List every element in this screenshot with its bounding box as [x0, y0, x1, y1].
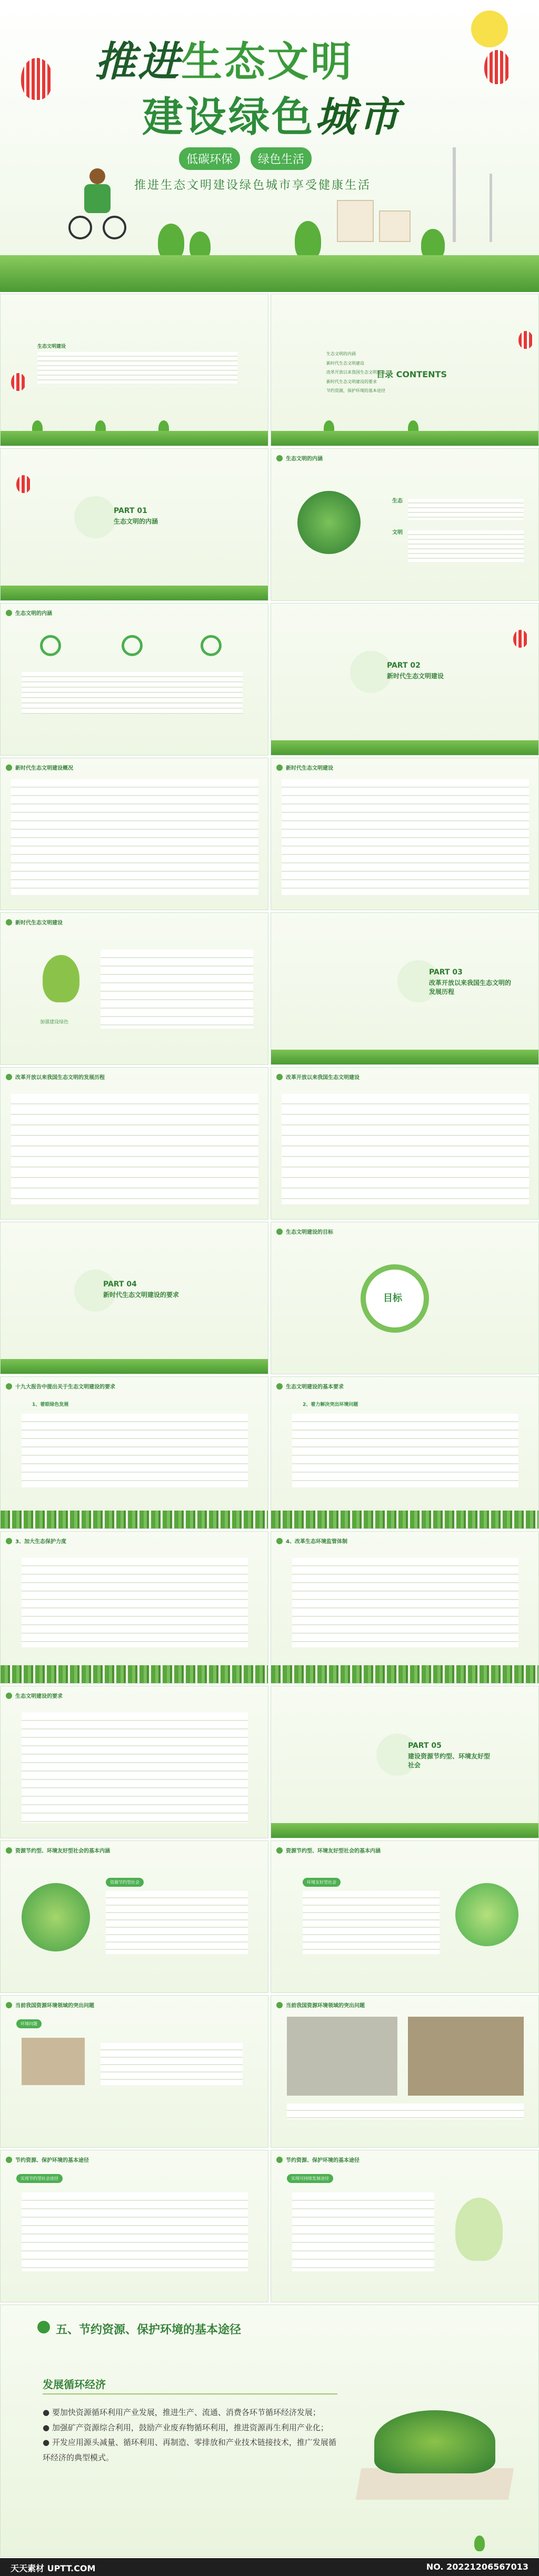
part-title: 新时代生态文明建设的要求	[103, 1291, 179, 1299]
leaf-icon	[455, 1883, 518, 1946]
ground	[1, 431, 268, 446]
bulb-icon	[455, 2198, 503, 2261]
slide-header: 十九大报告中提出关于生态文明建设的要求	[6, 1382, 115, 1390]
tree-icon	[474, 2535, 485, 2551]
toc-item[interactable]: 改革开放以来我国生态文明建设	[326, 370, 385, 375]
slide-header: 节约资源、保护环境的基本途径	[276, 2156, 360, 2164]
photo	[287, 2017, 397, 2096]
bullet-list	[43, 2405, 337, 2465]
slide-11	[271, 1376, 539, 1529]
slide-3	[0, 603, 268, 756]
footer-left: 天天素材 UPTT.COM	[11, 2563, 96, 2573]
cyclist-illustration	[68, 168, 126, 242]
balloon-icon	[518, 331, 533, 349]
slide-part03	[271, 912, 539, 1065]
part-title: 改革开放以来我国生态文明的发展历程	[429, 979, 512, 995]
slide-header: 改革开放以来我国生态文明的发展历程	[6, 1073, 105, 1081]
toc-item[interactable]: 生态文明的内涵	[326, 351, 356, 356]
slide-header: 新时代生态文明建设	[276, 763, 333, 771]
ground	[1, 586, 268, 600]
slide-15	[0, 1840, 268, 1993]
photo	[408, 2017, 524, 2096]
subheader: 1、着眼绿色发展	[32, 1402, 69, 1407]
toc-item[interactable]: 节约资源，保护环境的基本途径	[326, 388, 385, 394]
slide-header: 4、改革生态环境监管体制	[276, 1537, 347, 1545]
footer-bar	[0, 2558, 539, 2576]
slide-4	[0, 758, 268, 910]
slide-5	[271, 758, 539, 910]
section-pill: 资源节约型社会	[106, 1878, 144, 1887]
term-1: 生态	[392, 498, 403, 504]
hero-badges	[179, 147, 312, 170]
slide-header: 新时代生态文明建设	[6, 918, 63, 926]
slide-header: 改革开放以来我国生态文明建设	[276, 1073, 360, 1081]
term-2: 文明	[392, 530, 403, 536]
target-label: 目标	[383, 1293, 402, 1304]
windmill-icon	[490, 174, 492, 242]
slide-12	[0, 1531, 268, 1684]
final-slide	[0, 2305, 539, 2557]
bulb-icon	[43, 955, 79, 1002]
slide-header: 生态文明的内涵	[6, 609, 52, 617]
city-skyline	[271, 1665, 538, 1683]
slide-header: 生态文明建设的目标	[276, 1227, 333, 1235]
ground	[271, 431, 538, 446]
slide-20	[271, 2150, 539, 2302]
slide-part04	[0, 1222, 268, 1374]
slide-header: 当前我国资源环境领域的突出问题	[276, 2001, 365, 2009]
slide-toc	[271, 294, 539, 446]
globe-icon	[297, 491, 361, 554]
hero-slide	[0, 0, 539, 292]
city-skyline	[1, 1665, 268, 1683]
bullet-item: ● 加强矿产资源综合利用，鼓励产业废弃物循环利用，推进资源再生利用产业化；	[43, 2422, 328, 2432]
slide-header: 生态文明的内涵	[276, 454, 323, 462]
hero-title-2: 建设绿色城市	[142, 94, 402, 141]
intro-label: 生态文明建设	[37, 344, 66, 349]
part-number: PART 02	[387, 661, 421, 670]
bullet-item: ● 开发应用源头减量、循环利用、再制造、零排放和产业技术链接技术，推广发展循环经济的典型模式。	[43, 2438, 336, 2462]
part-number: PART 01	[114, 507, 147, 515]
slide-header: 生态文明建设的要求	[6, 1692, 63, 1699]
slide-intro	[0, 294, 268, 446]
part-number: PART 05	[408, 1742, 442, 1750]
section-pill: 环境问题	[16, 2019, 42, 2028]
slide-17	[0, 1995, 268, 2148]
tree-icon	[295, 221, 321, 260]
slide-header: 生态文明建设的基本要求	[276, 1382, 344, 1390]
slide-16	[271, 1840, 539, 1993]
section-title: 发展循环经济	[43, 2378, 106, 2391]
windmill-icon	[453, 147, 456, 242]
balloon-icon	[513, 630, 528, 648]
slide-10	[0, 1376, 268, 1529]
slide-18	[271, 1995, 539, 2148]
city-skyline	[1, 1511, 268, 1528]
recycle-icon	[201, 635, 222, 656]
footer-right: NO. 20221206567013	[426, 2562, 528, 2572]
part-circle	[74, 496, 116, 538]
part-number: PART 03	[429, 968, 463, 977]
toc-title: 目录 CONTENTS	[376, 369, 447, 379]
balloon-icon	[16, 475, 31, 493]
part-title: 建设资源节约型、环境友好型社会	[408, 1753, 491, 1769]
bulb-label: 加强建设绿色	[40, 1020, 69, 1025]
slide-19	[0, 2150, 268, 2302]
part-title: 新时代生态文明建设	[387, 672, 444, 680]
section-pill: 实现可持续发展途径	[287, 2174, 333, 2183]
ground	[271, 1050, 538, 1064]
toc-item[interactable]: 新时代生态文明建设的要求	[326, 379, 377, 384]
slide-part05	[271, 1686, 539, 1838]
slide-14	[0, 1686, 268, 1838]
slide-part02	[271, 603, 539, 756]
slide-header: 资源节约型、环境友好型社会的基本内涵	[6, 1846, 110, 1854]
house-icon	[379, 210, 411, 242]
city-skyline	[271, 1511, 538, 1528]
slide-header: 节约资源、保护环境的基本途径	[6, 2156, 89, 2164]
recycle-icon	[40, 635, 61, 656]
header-icon	[37, 2321, 50, 2333]
section-underline	[43, 2393, 337, 2394]
slide-9	[271, 1222, 539, 1374]
hero-subtitle: 推进生态文明建设绿色城市享受健康生活	[134, 179, 372, 192]
slide-6	[0, 912, 268, 1065]
hero-title: 推进生态文明	[95, 38, 354, 86]
section-pill: 环境友好型社会	[303, 1878, 341, 1887]
book-illustration	[358, 2394, 511, 2500]
bullet-item: ● 要加快资源循环利用产业发展，推进生产、流通、消费各环节循环经济发展；	[43, 2408, 321, 2417]
balloon-icon	[11, 373, 26, 391]
sun-icon	[471, 11, 508, 47]
slide-2	[271, 448, 539, 601]
slide-8	[271, 1067, 539, 1220]
ground	[271, 740, 538, 755]
final-header: 五、节约资源、保护环境的基本途径	[56, 2323, 242, 2337]
ground	[271, 1823, 538, 1838]
balloon-icon	[21, 58, 53, 100]
pollution-photo	[22, 2038, 85, 2085]
slide-header: 当前我国资源环境领域的突出问题	[6, 2001, 94, 2009]
slide-header: 3、加大生态保护力度	[6, 1537, 66, 1545]
hero-ground	[0, 255, 539, 292]
balloon-icon	[484, 50, 511, 84]
slide-header: 资源节约型、环境友好型社会的基本内涵	[276, 1846, 381, 1854]
eco-globe-icon	[22, 1883, 90, 1951]
part-title: 生态文明的内涵	[114, 518, 158, 525]
part-number: PART 04	[103, 1280, 137, 1289]
badge: 绿色生活	[251, 147, 312, 170]
recycle-icon	[122, 635, 143, 656]
slide-header: 新时代生态文明建设概况	[6, 763, 73, 771]
part-circle	[350, 651, 392, 693]
slide-part01	[0, 448, 268, 601]
slide-7	[0, 1067, 268, 1220]
subheader: 2、着力解决突出环境问题	[303, 1402, 358, 1407]
toc-list	[326, 349, 385, 396]
toc-item[interactable]: 新时代生态文明建设	[326, 360, 364, 366]
slide-13	[271, 1531, 539, 1684]
section-pill: 实现节约型社会途径	[16, 2174, 63, 2183]
house-icon	[337, 200, 374, 242]
badge: 低碳环保	[179, 147, 240, 170]
ground	[1, 1359, 268, 1374]
